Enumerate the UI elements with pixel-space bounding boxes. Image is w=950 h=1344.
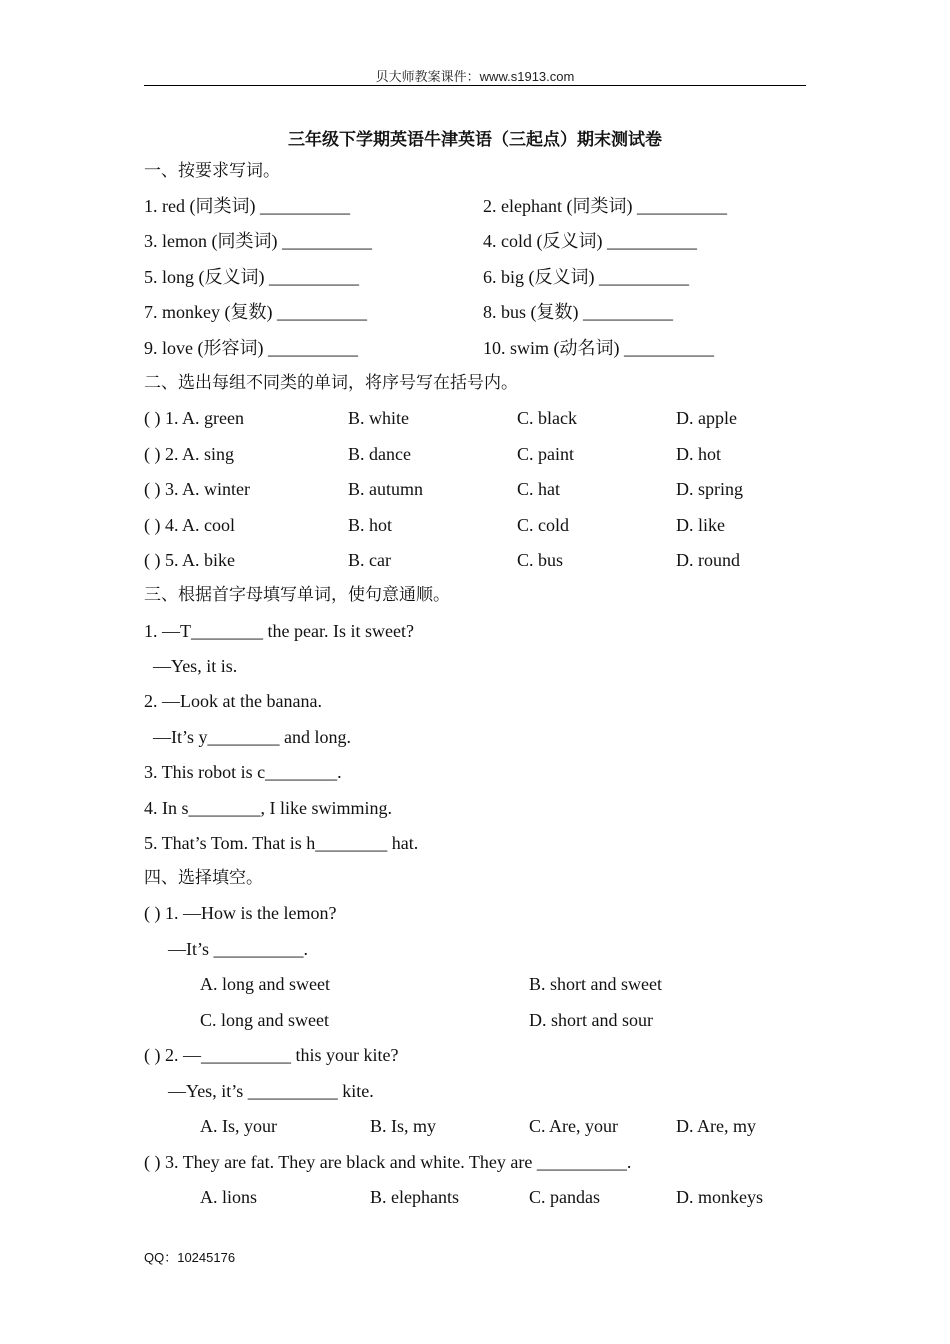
s1-item: 6. big (反义词) __________	[483, 267, 689, 287]
section-2-heading: 二、选出每组不同类的单词，将序号写在括号内。	[144, 373, 518, 393]
s4-option: D. short and sour	[529, 1010, 653, 1030]
section-1-heading: 一、按要求写词。	[144, 161, 280, 181]
s4-question: ( ) 1. —How is the lemon?	[144, 903, 337, 923]
s3-line: 4. In s________, I like swimming.	[144, 798, 392, 818]
s4-option: B. Is, my	[370, 1116, 437, 1136]
s3-line: 3. This robot is c________.	[144, 762, 342, 782]
page-title: 三年级下学期英语牛津英语（三起点）期末测试卷	[288, 130, 662, 150]
s4-option: C. long and sweet	[200, 1010, 329, 1030]
s4-question: ( ) 2. —__________ this your kite?	[144, 1045, 399, 1065]
s1-item: 4. cold (反义词) __________	[483, 231, 697, 251]
s2-option: B. white	[348, 408, 409, 428]
s4-option: B. short and sweet	[529, 974, 662, 994]
s4-option: B. elephants	[370, 1187, 459, 1207]
s4-option: C. pandas	[529, 1187, 600, 1207]
s2-option: C. hat	[517, 479, 560, 499]
s3-line: —It’s y________ and long.	[153, 727, 351, 747]
s4-option: D. Are, my	[676, 1116, 756, 1136]
s1-item: 8. bus (复数) __________	[483, 302, 673, 322]
s4-question: ( ) 3. They are fat. They are black and white. They are __________.	[144, 1152, 632, 1172]
s2-option: B. hot	[348, 515, 393, 535]
s2-question: ( ) 4. A. cool	[144, 515, 235, 535]
s1-item: 3. lemon (同类词) __________	[144, 231, 372, 251]
s4-option: A. long and sweet	[200, 974, 330, 994]
page-header: 贝大师教案课件：www.s1913.com	[375, 69, 575, 84]
s2-option: D. apple	[676, 408, 737, 428]
s1-item: 1. red (同类词) __________	[144, 196, 350, 216]
s1-item: 5. long (反义词) __________	[144, 267, 359, 287]
s4-option: D. monkeys	[676, 1187, 763, 1207]
page-footer: QQ：10245176	[144, 1250, 236, 1265]
s2-option: D. spring	[676, 479, 743, 499]
s1-item: 9. love (形容词) __________	[144, 338, 358, 358]
s2-option: B. dance	[348, 444, 411, 464]
s4-option: A. lions	[200, 1187, 258, 1207]
s2-option: C. cold	[517, 515, 569, 535]
s2-option: C. bus	[517, 550, 564, 570]
s2-option: B. autumn	[348, 479, 423, 499]
header-divider	[144, 85, 806, 86]
s1-item: 2. elephant (同类词) __________	[483, 196, 727, 216]
s2-option: D. hot	[676, 444, 721, 464]
s2-question: ( ) 5. A. bike	[144, 550, 235, 570]
s1-item: 10. swim (动名词) __________	[483, 338, 714, 358]
s4-answer-line: —Yes, it’s __________ kite.	[168, 1081, 374, 1101]
s2-question: ( ) 3. A. winter	[144, 479, 250, 499]
s3-line: 5. That’s Tom. That is h________ hat.	[144, 833, 419, 853]
s2-option: B. car	[348, 550, 391, 570]
s2-option: C. paint	[517, 444, 574, 464]
s3-line: —Yes, it is.	[153, 656, 238, 676]
section-3-heading: 三、根据首字母填写单词，使句意通顺。	[144, 585, 450, 605]
s2-question: ( ) 1. A. green	[144, 408, 244, 428]
s2-question: ( ) 2. A. sing	[144, 444, 234, 464]
s2-option: D. round	[676, 550, 740, 570]
s4-option: C. Are, your	[529, 1116, 618, 1136]
s2-option: D. like	[676, 515, 725, 535]
s4-option: A. Is, your	[200, 1116, 277, 1136]
section-4-heading: 四、选择填空。	[144, 868, 263, 888]
s4-answer-line: —It’s __________.	[168, 939, 309, 959]
s3-line: 2. —Look at the banana.	[144, 691, 322, 711]
s3-line: 1. —T________ the pear. Is it sweet?	[144, 621, 414, 641]
s2-option: C. black	[517, 408, 577, 428]
s1-item: 7. monkey (复数) __________	[144, 302, 367, 322]
